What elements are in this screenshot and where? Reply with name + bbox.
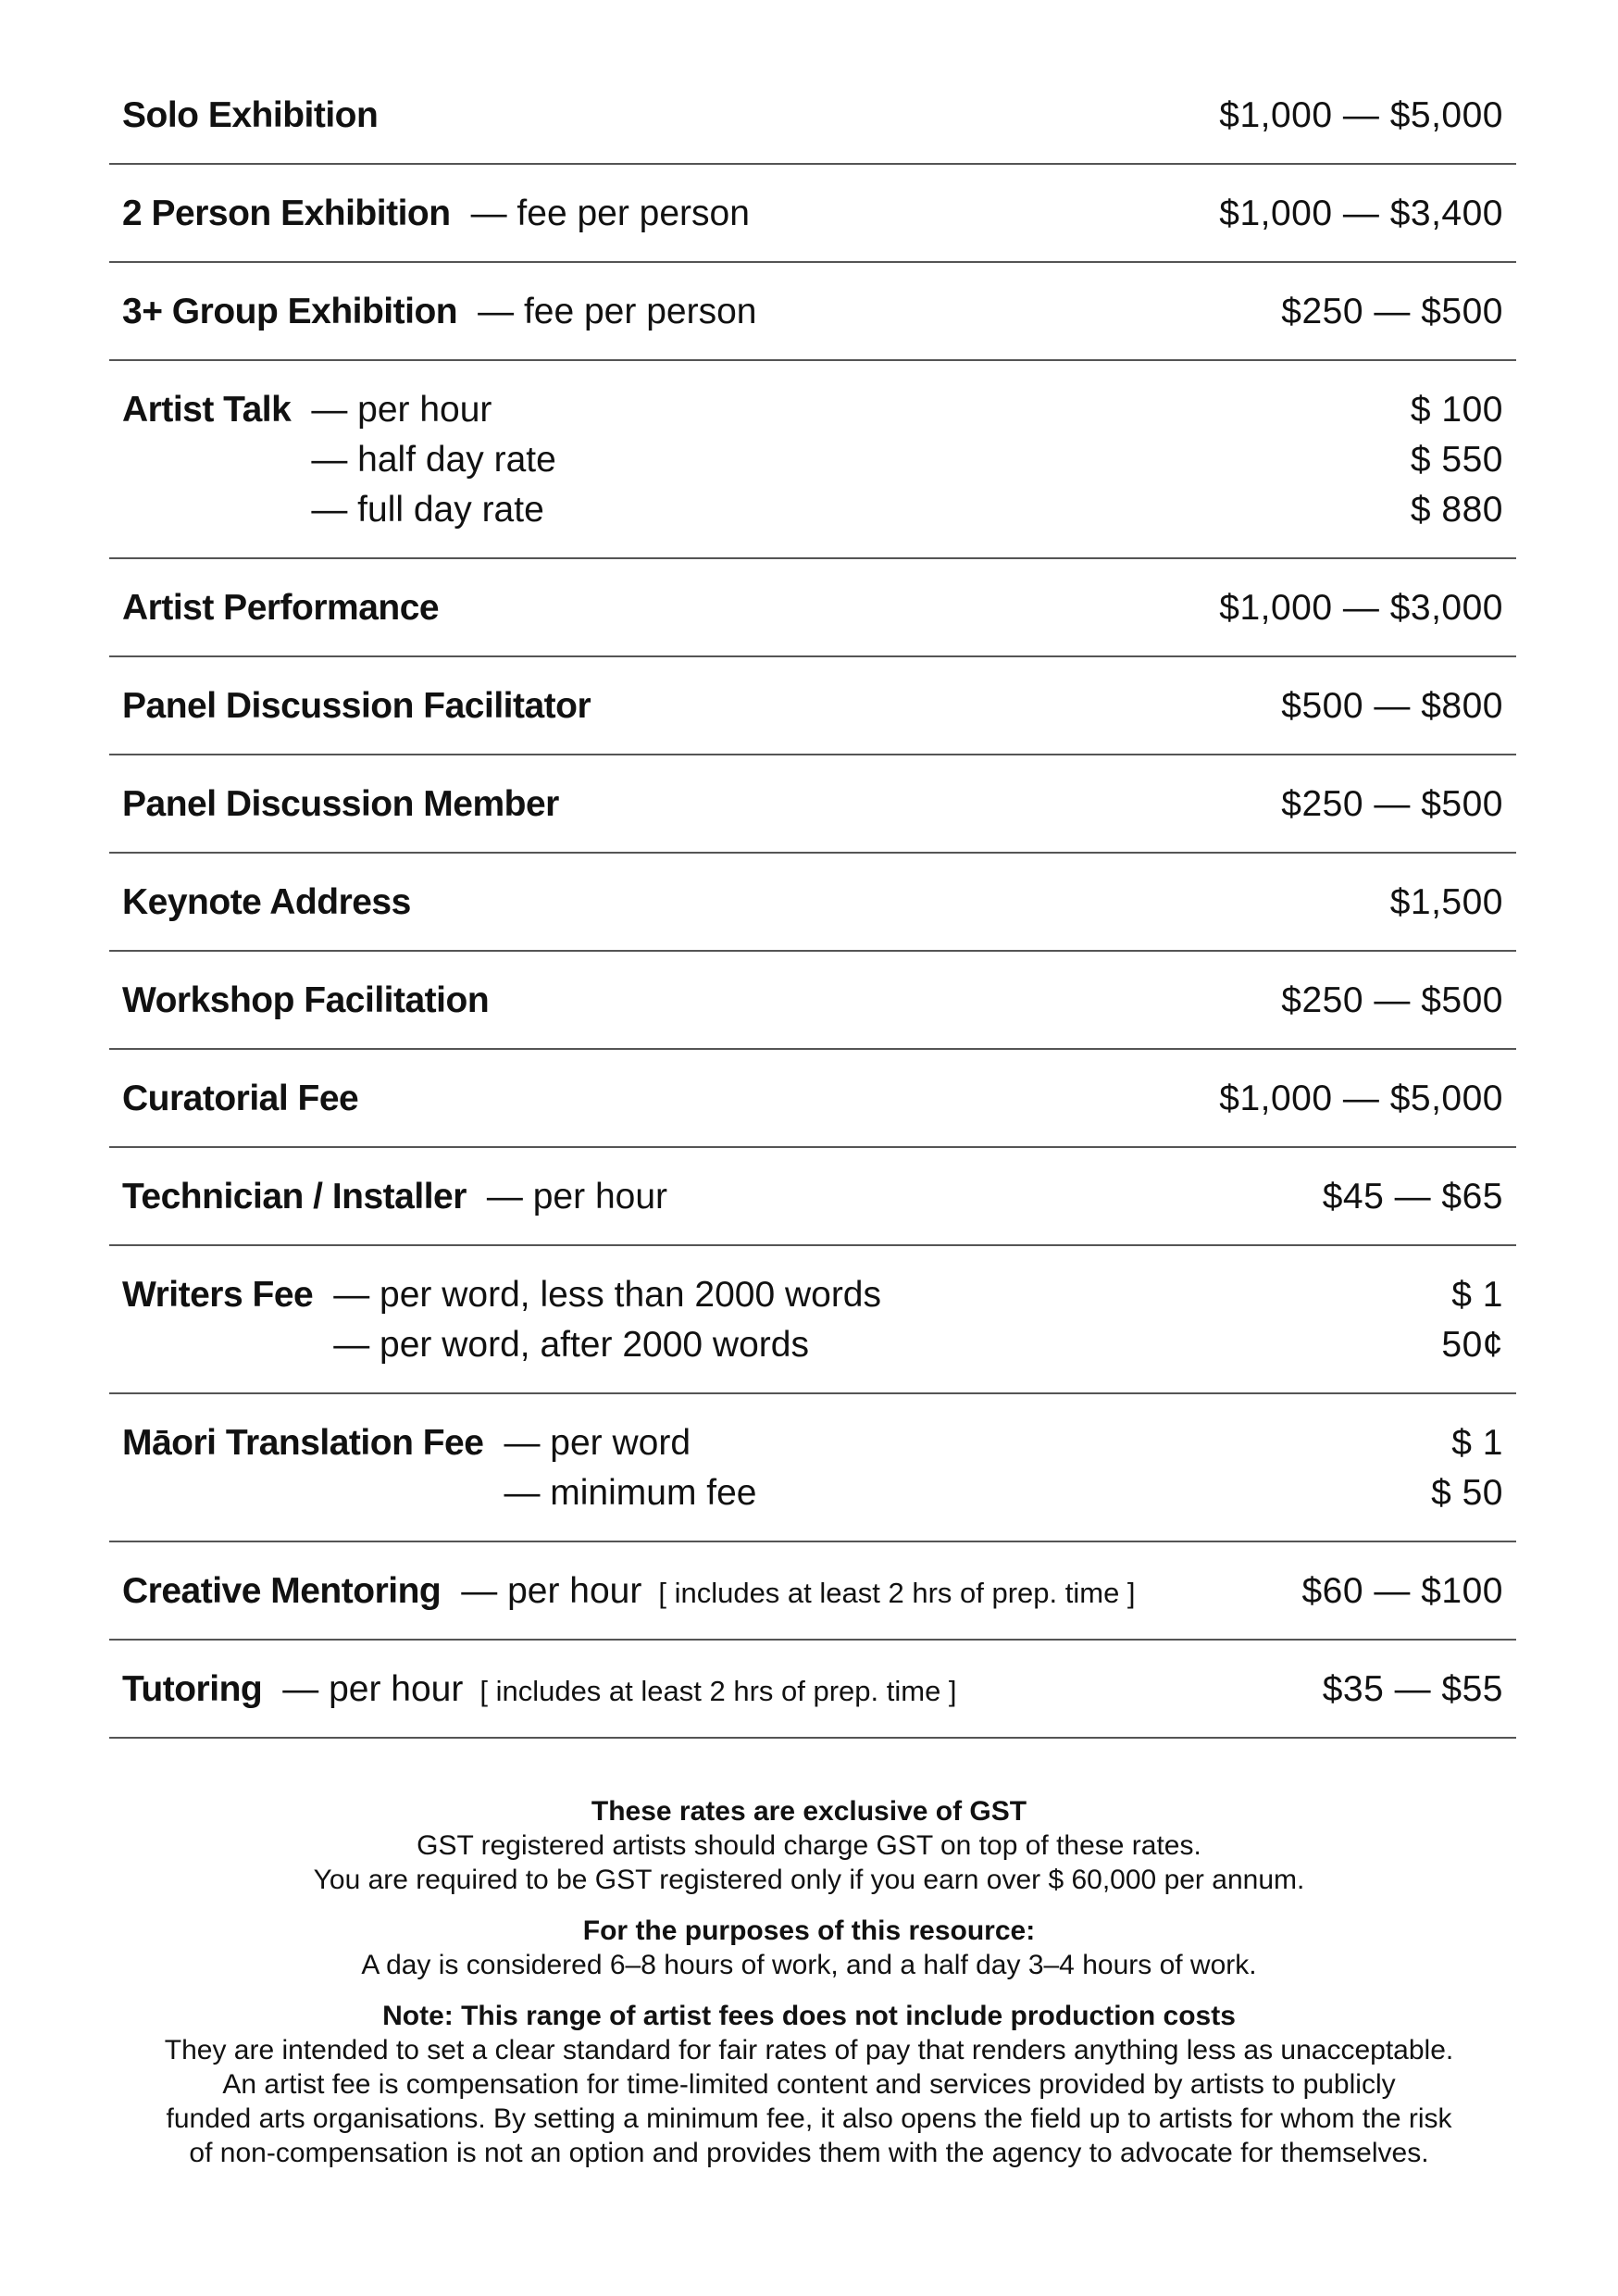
fee-name: Tutoring: [122, 1669, 263, 1709]
fee-price: $1,000 — $5,000: [1219, 95, 1503, 135]
purpose-line-1: A day is considered 6–8 hours of work, and a half day 3–4 hours of work.: [361, 1950, 1257, 1980]
fee-price: $250 — $500: [1281, 292, 1503, 331]
fee-row: [109, 657, 1516, 755]
note-line-1: They are intended to set a clear standard for fair rates of pay that renders anything less as unacceptable.: [164, 2035, 1454, 2065]
fee-description: [487, 1172, 667, 1222]
fee-name: Artist Talk: [122, 390, 292, 430]
fee-description-text: — per word, after 2000 words: [333, 1325, 809, 1365]
fee-row: [109, 559, 1516, 657]
note-heading: Note: This range of artist fees does not include production costs: [382, 2001, 1236, 2031]
fee-note: [ includes at least 2 hrs of prep. time ]: [658, 1577, 1136, 1609]
purpose-heading: For the purposes of this resource:: [582, 1915, 1036, 1946]
fee-price: $35 — $55: [1322, 1669, 1503, 1709]
fee-name: Māori Translation Fee: [122, 1423, 484, 1463]
fee-description-text: — half day rate: [311, 440, 556, 480]
note-line-4: of non-compensation is not an option and provides them with the agency to advocate for themselves.: [189, 2138, 1429, 2168]
fee-price: $ 50: [1431, 1473, 1503, 1513]
fee-name: Panel Discussion Member: [122, 784, 559, 824]
fee-price: $ 100: [1410, 390, 1503, 430]
fee-description: [311, 485, 543, 535]
fee-name: 2 Person Exhibition: [122, 193, 451, 233]
fee-description-text: — full day rate: [311, 490, 544, 530]
fee-row: [109, 952, 1516, 1050]
fee-note: [ includes at least 2 hrs of prep. time ]: [479, 1675, 957, 1707]
fee-description: [461, 1566, 1135, 1618]
fee-price: $ 880: [1410, 490, 1503, 530]
gst-line-1: GST registered artists should charge GST on top of these rates.: [417, 1830, 1201, 1861]
fee-row: [109, 1246, 1516, 1394]
fee-description-text: — fee per person: [478, 292, 757, 331]
fee-name: Writers Fee: [122, 1275, 314, 1315]
fee-row: [109, 1050, 1516, 1148]
fee-table: [109, 67, 1516, 1739]
fee-price: $1,000 — $3,400: [1219, 193, 1503, 233]
fee-row: [109, 1641, 1516, 1739]
fee-name: 3+ Group Exhibition: [122, 292, 458, 331]
fee-name: Curatorial Fee: [122, 1079, 359, 1118]
fee-description: [311, 435, 555, 485]
fee-description-text: — minimum fee: [504, 1473, 757, 1513]
fee-row: [109, 1394, 1516, 1542]
fee-description: [282, 1665, 956, 1716]
fee-row: [109, 165, 1516, 263]
fee-description: [333, 1320, 809, 1370]
fee-row: [109, 263, 1516, 361]
fee-price: $250 — $500: [1281, 784, 1503, 824]
fee-description-text: — per hour: [282, 1669, 464, 1709]
fee-description-text: — per hour: [486, 1177, 668, 1217]
note-line-3: funded arts organisations. By setting a minimum fee, it also opens the field up to artists for whom the risk: [166, 2103, 1452, 2134]
fee-description-text: — per word, less than 2000 words: [333, 1275, 882, 1315]
fee-price: $ 550: [1410, 440, 1503, 480]
purpose-section: [93, 1914, 1525, 1982]
fee-description-text: — per hour: [461, 1571, 642, 1611]
fee-description-text: — per word: [504, 1423, 691, 1463]
fee-price: $45 — $65: [1322, 1177, 1503, 1217]
fee-price: $1,500: [1389, 882, 1503, 922]
fee-description: [478, 287, 756, 337]
fee-row: [109, 361, 1516, 559]
footer-notes: [93, 1794, 1525, 2187]
fee-row: [109, 755, 1516, 854]
fee-description: [333, 1270, 881, 1320]
fee-price: $500 — $800: [1281, 686, 1503, 726]
note-section: [93, 1999, 1525, 2170]
fee-row: [109, 854, 1516, 952]
note-line-2: An artist fee is compensation for time-limited content and services provided by artists to publicly: [222, 2069, 1396, 2100]
fee-name: Creative Mentoring: [122, 1571, 442, 1611]
fee-name: Artist Performance: [122, 588, 440, 628]
fee-name: Solo Exhibition: [122, 95, 379, 135]
fee-row: [109, 67, 1516, 165]
fee-name: Workshop Facilitation: [122, 980, 490, 1020]
gst-section: [93, 1794, 1525, 1897]
fee-price: $ 1: [1451, 1423, 1503, 1463]
fee-price: 50¢: [1441, 1325, 1503, 1365]
fee-row: [109, 1542, 1516, 1641]
fee-price: $1,000 — $3,000: [1219, 588, 1503, 628]
fee-name: Panel Discussion Facilitator: [122, 686, 591, 726]
fee-description: [311, 385, 492, 435]
fee-description-text: — per hour: [311, 390, 492, 430]
fee-price: $1,000 — $5,000: [1219, 1079, 1503, 1118]
fee-name: Keynote Address: [122, 882, 411, 922]
fee-description-text: — fee per person: [470, 193, 750, 233]
fee-price: $250 — $500: [1281, 980, 1503, 1020]
fee-price: $ 1: [1451, 1275, 1503, 1315]
fee-description: [504, 1418, 691, 1468]
fee-price: $60 — $100: [1301, 1571, 1503, 1611]
fee-row: [109, 1148, 1516, 1246]
fee-description: [504, 1468, 756, 1518]
gst-line-2: You are required to be GST registered only if you earn over $ 60,000 per annum.: [313, 1865, 1305, 1895]
fee-description: [471, 189, 750, 239]
gst-heading: These rates are exclusive of GST: [591, 1796, 1027, 1827]
fee-name: Technician / Installer: [122, 1177, 467, 1217]
